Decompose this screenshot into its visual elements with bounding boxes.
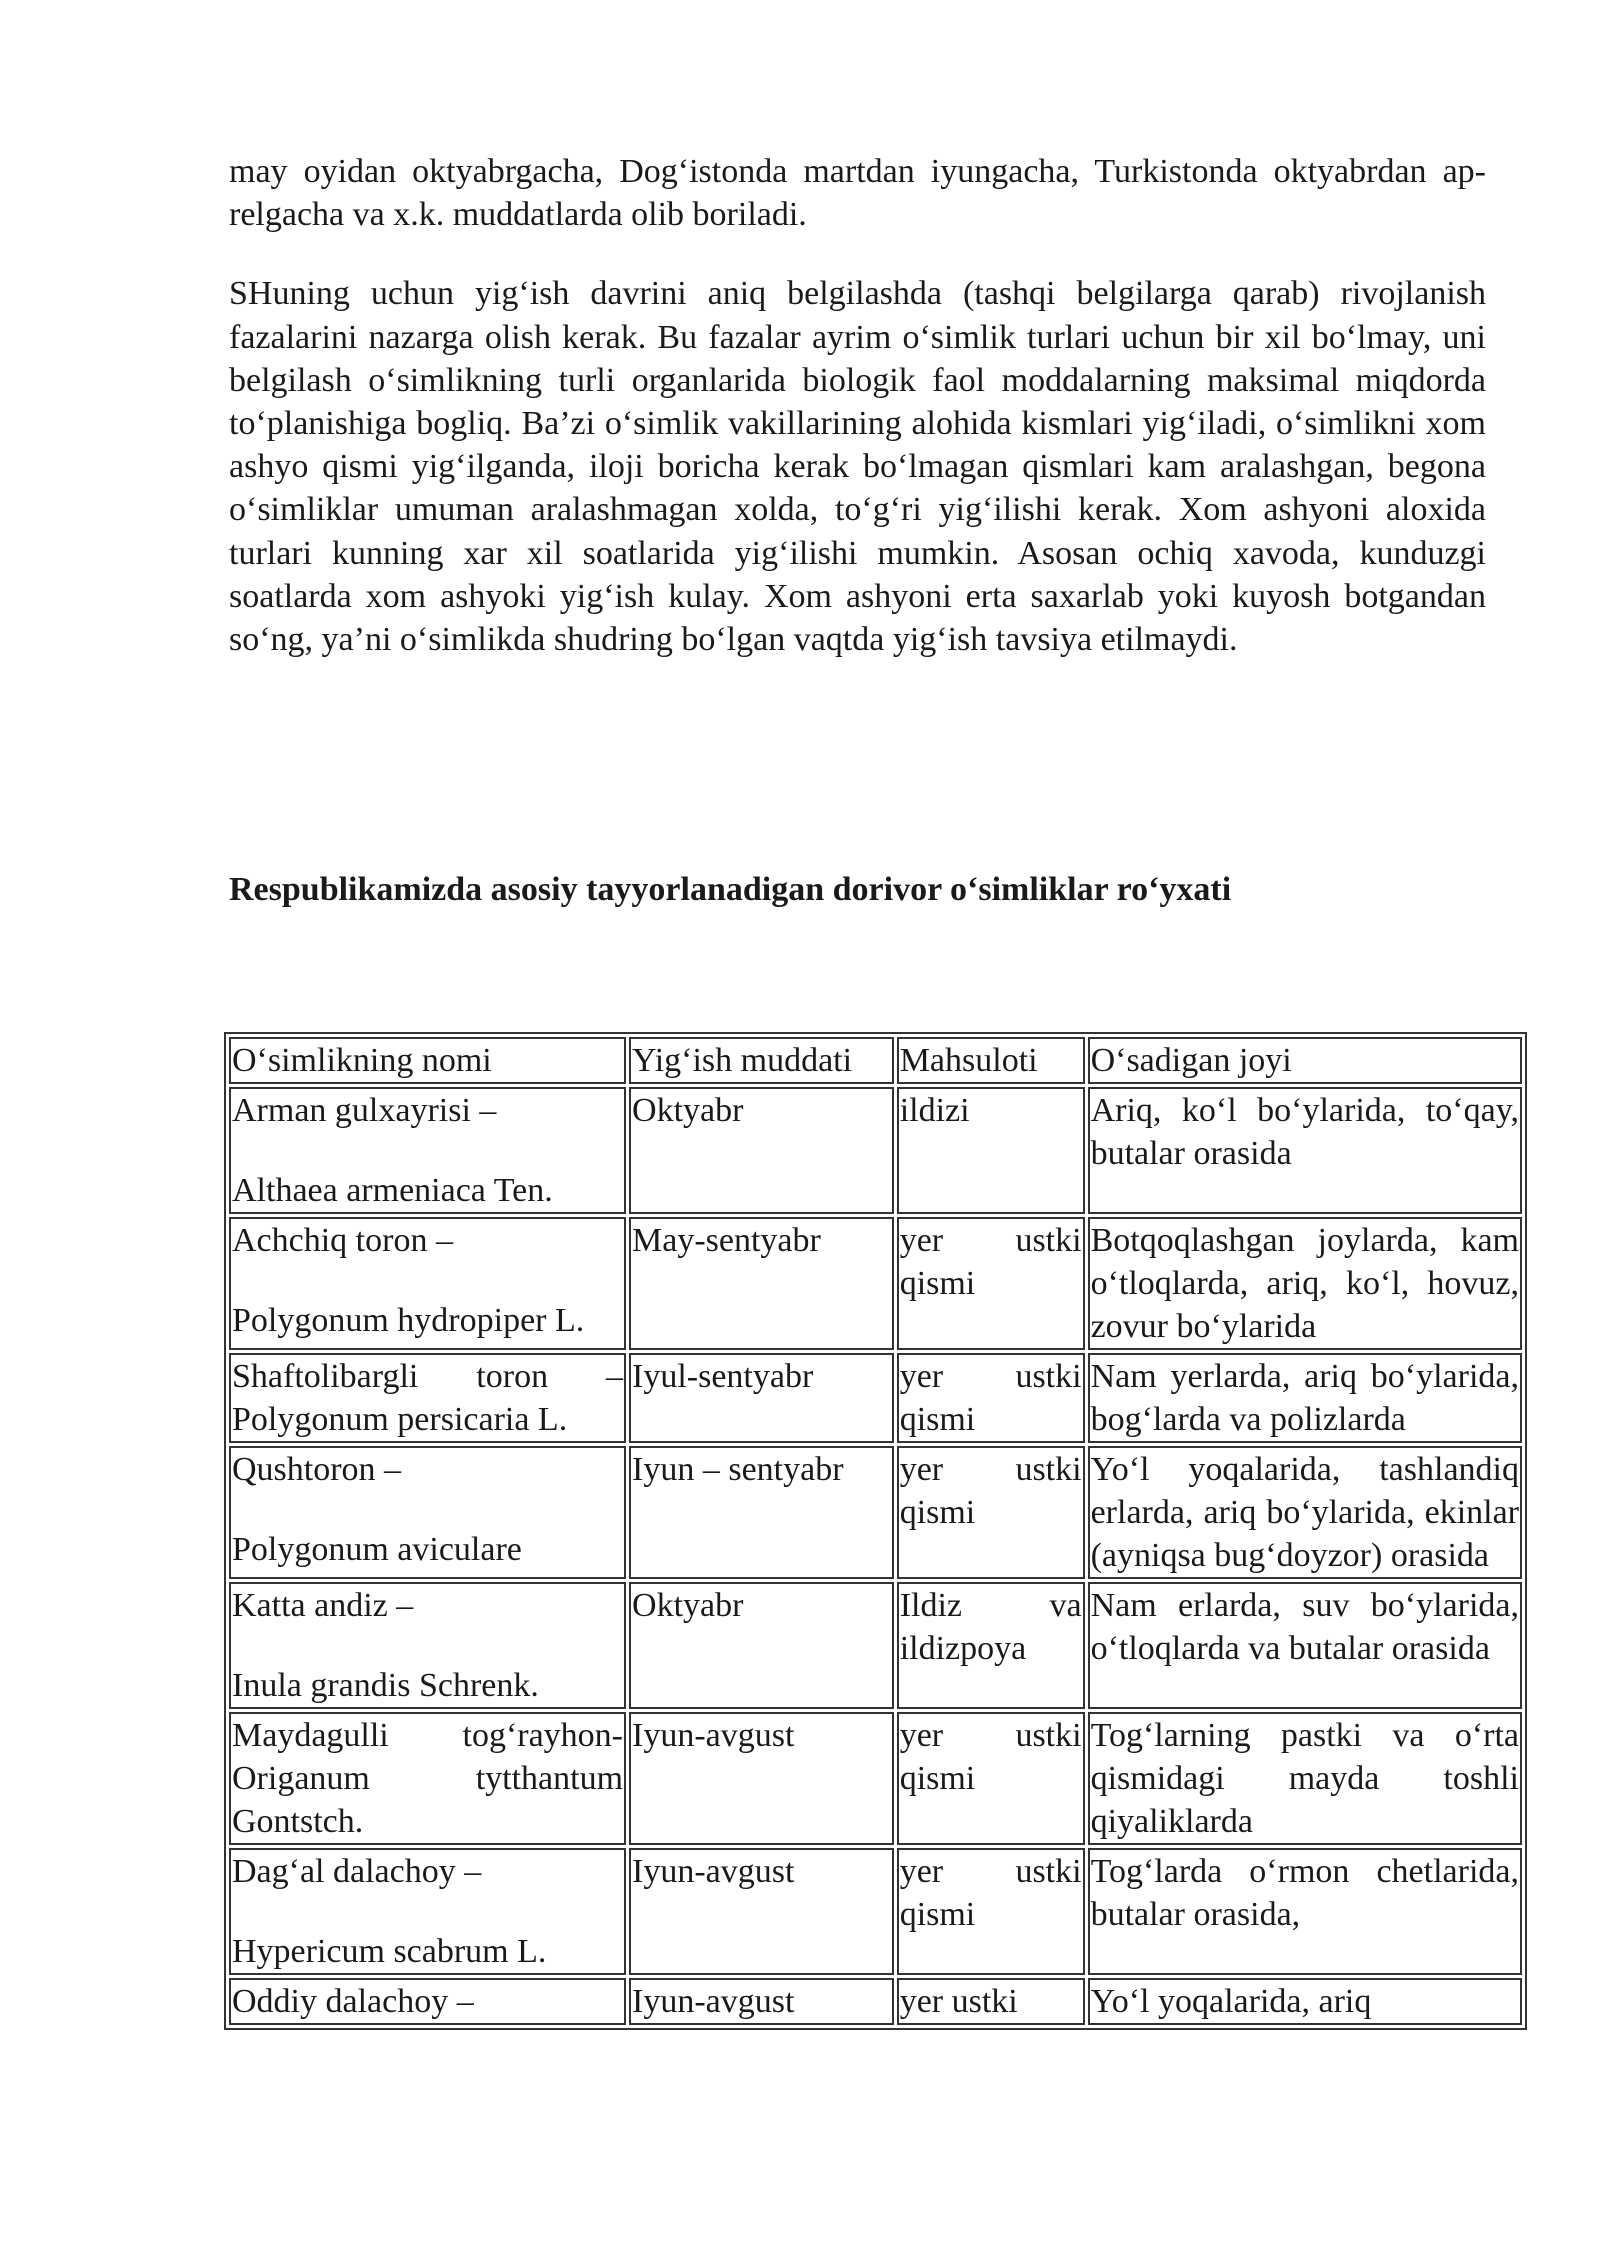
table-row	[229, 1712, 1522, 1845]
cell-product: yer ustki qismi	[897, 1446, 1085, 1579]
cell-collection-period: Iyun-avgust	[629, 1848, 894, 1975]
plant-latin-name: Polygonum aviculare	[232, 1531, 522, 1568]
cell-product: yer ustki qismi	[897, 1848, 1085, 1975]
paragraph: SHuning uchun yig‘ish davrini aniq belgilashda (tashqi belgilarga qarab) rivojlanish fazalarini nazarga olish kerak. Bu fazalar ayrim o‘simlik turlari uchun bir xil bo‘lmay, uni belgilash o‘simlikning turli organlarida biologik faol moddalarning maksimal miqdorda to‘planishiga bogliq. Ba’zi o‘simlik vakillarining alohida kismlari yig‘iladi, o‘simlikni xom ashyo qismi yig‘ilganda, iloji boricha kerak bo‘lmagan qismlari kam aralashgan, begona o‘simliklar umuman aralashmagan xolda, to‘g‘ri yig‘ilishi kerak. Xom ashyoni aloxida turlari kunning xar xil soatlarida yig‘ilishi mumkin. Asosan ochiq xavoda, kunduzgi soatlarda xom ashyoki yig‘ish kulay. Xom ashyoni erta saxarlab yoki kuyosh botgandan so‘ng, ya’ni o‘simlikda shudring bo‘lgan vaqtda yig‘ish tavsiya etilmaydi.	[229, 275, 1486, 659]
table-body	[229, 1087, 1522, 2025]
body-text	[229, 150, 1486, 661]
cell-habitat: Tog‘larda o‘rmon chetlarida, butalar orasida,	[1088, 1848, 1522, 1975]
header-product: Mahsuloti	[897, 1037, 1085, 1084]
table-row	[229, 1978, 1522, 2025]
header-plant-name: O‘simlikning nomi	[229, 1037, 626, 1084]
cell-product: yer ustki qismi	[897, 1353, 1085, 1443]
header-habitat: O‘sadigan joyi	[1088, 1037, 1522, 1084]
plant-common-name: Oddiy dalachoy –	[232, 1983, 474, 2020]
table-row	[229, 1087, 1522, 1214]
table-header-row	[229, 1037, 1522, 1084]
cell-plant-name	[229, 1978, 626, 2025]
plants-table	[224, 1032, 1527, 2030]
cell-product: yer ustki	[897, 1978, 1085, 2025]
header-collection-period: Yig‘ish muddati	[629, 1037, 894, 1084]
cell-habitat: Tog‘larning pastki va o‘rta qismidagi mayda toshli qiyaliklarda	[1088, 1712, 1522, 1845]
plant-common-name: Dag‘al dalachoy –	[232, 1853, 482, 1890]
cell-habitat: Botqoqlashgan joylarda, kam o‘tloqlarda, ariq, ko‘l, hovuz, zovur bo‘ylarida	[1088, 1217, 1522, 1350]
cell-product: yer ustki qismi	[897, 1217, 1085, 1350]
plant-latin-name: Polygonum hydropiper L.	[232, 1302, 585, 1339]
cell-collection-period: Oktyabr	[629, 1087, 894, 1214]
cell-plant-name	[229, 1848, 626, 1975]
paragraph: may oyidan oktyabrgacha, Dog‘istonda martdan iyungacha, Turkistonda oktyabrdan ap-relgacha va x.k. muddatlarda olib boriladi.	[229, 153, 1486, 234]
cell-habitat: Yo‘l yoqalarida, tashlandiq erlarda, ariq bo‘ylarida, ekinlar (ayniqsa bug‘doyzor) orasida	[1088, 1446, 1522, 1579]
cell-plant-name	[229, 1712, 626, 1845]
cell-collection-period: May-sentyabr	[629, 1217, 894, 1350]
plant-common-name: Arman gulxayrisi –	[232, 1092, 497, 1129]
cell-collection-period: Iyun-avgust	[629, 1712, 894, 1845]
table-row	[229, 1217, 1522, 1350]
cell-collection-period: Iyul-sentyabr	[629, 1353, 894, 1443]
plant-latin-name: Inula grandis Schrenk.	[232, 1667, 539, 1704]
cell-habitat: Nam erlarda, suv bo‘ylarida, o‘tloqlarda va butalar orasida	[1088, 1582, 1522, 1709]
plant-latin-name: Origanum tytthantum Gontstch.	[232, 1760, 624, 1840]
plant-latin-name: Polygonum persicaria L.	[232, 1401, 568, 1438]
cell-plant-name	[229, 1582, 626, 1709]
table-row	[229, 1353, 1522, 1443]
section-heading: Respublikamizda asosiy tayyorlanadigan dorivor o‘simliklar ro‘yxati	[229, 871, 1232, 908]
cell-collection-period: Oktyabr	[629, 1582, 894, 1709]
cell-plant-name	[229, 1353, 626, 1443]
cell-product: ildizi	[897, 1087, 1085, 1214]
cell-product: yer ustki qismi	[897, 1712, 1085, 1845]
plant-latin-name: Althaea armeniaca Ten.	[232, 1172, 553, 1209]
cell-collection-period: Iyun – sentyabr	[629, 1446, 894, 1579]
cell-habitat: Nam yerlarda, ariq bo‘ylarida, bog‘larda va polizlarda	[1088, 1353, 1522, 1443]
plant-common-name: Katta andiz –	[232, 1587, 414, 1624]
cell-habitat: Yo‘l yoqalarida, ariq	[1088, 1978, 1522, 2025]
cell-plant-name	[229, 1217, 626, 1350]
cell-plant-name	[229, 1087, 626, 1214]
plant-common-name: Shaftolibargli toron –	[232, 1358, 624, 1395]
plant-common-name: Achchiq toron –	[232, 1222, 453, 1259]
plant-latin-name: Hypericum scabrum L.	[232, 1933, 547, 1970]
plant-common-name: Maydagulli tog‘rayhon-	[232, 1717, 624, 1754]
table-row	[229, 1848, 1522, 1975]
cell-plant-name	[229, 1446, 626, 1579]
cell-habitat: Ariq, ko‘l bo‘ylarida, to‘qay, butalar orasida	[1088, 1087, 1522, 1214]
table-row	[229, 1446, 1522, 1579]
table-row	[229, 1582, 1522, 1709]
plant-common-name: Qushtoron –	[232, 1451, 402, 1488]
cell-collection-period: Iyun-avgust	[629, 1978, 894, 2025]
cell-product: Ildiz va ildizpoya	[897, 1582, 1085, 1709]
